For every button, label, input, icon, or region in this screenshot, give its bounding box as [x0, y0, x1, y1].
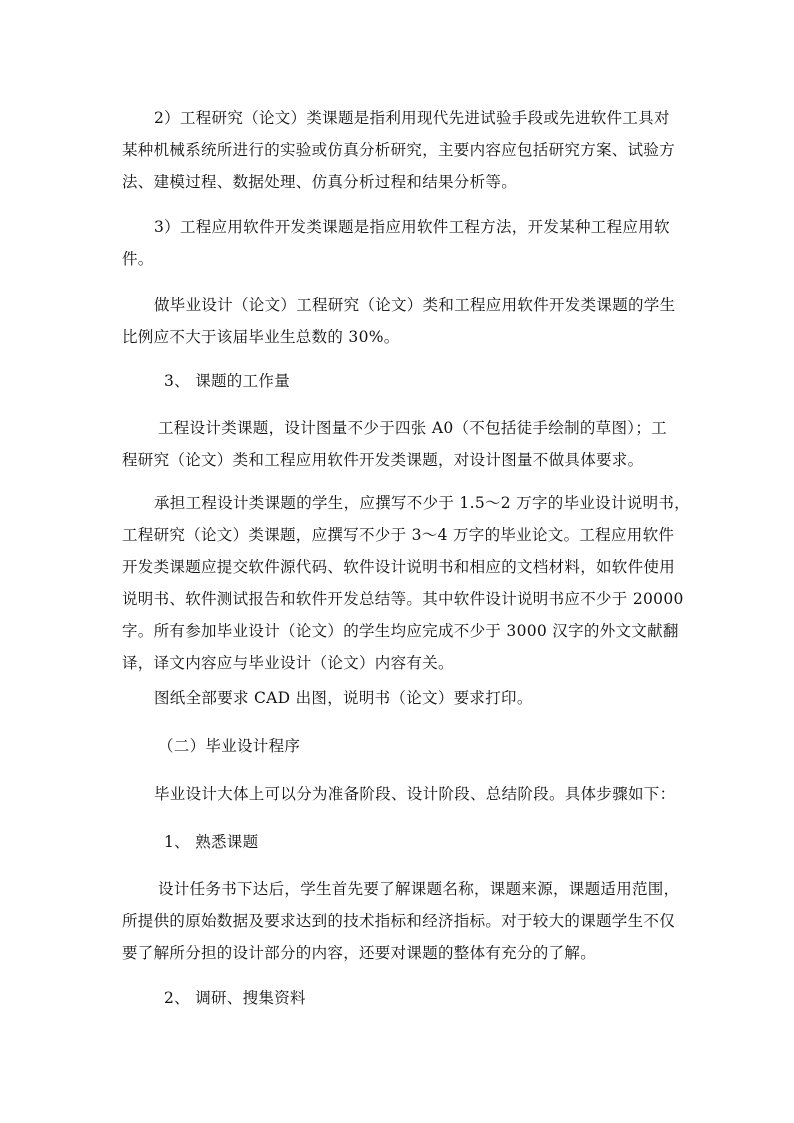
paragraph-topic-proportion: [122, 289, 682, 353]
text-line: 要了解所分担的设计部分的内容，还要对课题的整体有充分的了解。: [122, 944, 597, 962]
paragraph-cad-printing: [122, 682, 682, 714]
section-heading-workload: [122, 365, 682, 397]
paragraph-engineering-research-topics: [122, 102, 682, 198]
text-line: 比例应不大于该届毕业生总数的 30%。: [122, 328, 400, 346]
section-heading-design-procedure: [122, 730, 682, 762]
text-line: 程研究（论文）类和工程应用软件开发类课题，对设计图量不做具体要求。: [122, 451, 644, 469]
text-line: 字。所有参加毕业设计（论文）的学生均应完成不少于 3000 汉字的外文文献翻: [122, 622, 679, 640]
heading-text: 1、 熟悉课题: [164, 833, 259, 851]
heading-text: 2、 调研、搜集资料: [164, 989, 306, 1007]
text-line: 译，译文内容应与毕业设计（论文）内容有关。: [122, 654, 454, 672]
text-line: 2）工程研究（论文）类课题是指利用现代先进试验手段或先进软件工具对: [154, 109, 670, 127]
heading-text: （二）毕业设计程序: [158, 737, 301, 755]
text-line: 做毕业设计（论文）工程研究（论文）类和工程应用软件开发类课题的学生: [154, 296, 676, 314]
text-line: 某种机械系统所进行的实验或仿真分析研究，主要内容应包括研究方案、试验方: [122, 141, 676, 159]
text-line: 图纸全部要求 CAD 出图，说明书（论文）要求打印。: [154, 689, 533, 707]
paragraph-drawing-requirements: [122, 412, 682, 476]
section-heading-familiarize-topic: [122, 826, 682, 858]
text-line: 工程设计类课题，设计图量不少于四张 A0（不包括徒手绘制的草图）；工: [158, 419, 667, 437]
text-line: 法、建模过程、数据处理、仿真分析过程和结果分析等。: [122, 173, 518, 191]
heading-text: 3、 课题的工作量: [164, 372, 290, 390]
section-heading-research-materials: [122, 982, 682, 1014]
paragraph-thesis-length-requirements: [122, 487, 690, 679]
text-line: 承担工程设计类课题的学生，应撰写不少于 1.5～2 万字的毕业设计说明书，: [154, 494, 690, 512]
text-line: 所提供的原始数据及要求达到的技术指标和经济指标。对于较大的课题学生不仅: [122, 912, 676, 930]
text-line: 3）工程应用软件开发类课题是指应用软件工程方法，开发某种工程应用软: [154, 218, 670, 236]
text-line: 开发类课题应提交软件源代码、软件设计说明书和相应的文档材料，如软件使用: [122, 558, 676, 576]
text-line: 设计任务书下达后，学生首先要了解课题名称，课题来源，课题适用范围，: [158, 880, 680, 898]
paragraph-software-development-topics: [122, 211, 682, 275]
text-line: 说明书、软件测试报告和软件开发总结等。其中软件设计说明书应不少于 20000: [122, 590, 684, 608]
text-line: 工程研究（论文）类课题，应撰写不少于 3～4 万字的毕业论文。工程应用软件: [122, 526, 675, 544]
text-line: 毕业设计大体上可以分为准备阶段、设计阶段、总结阶段。具体步骤如下：: [154, 785, 676, 803]
paragraph-task-assignment: [122, 873, 682, 969]
paragraph-design-stages: [122, 778, 682, 810]
text-line: 件。: [122, 250, 154, 268]
